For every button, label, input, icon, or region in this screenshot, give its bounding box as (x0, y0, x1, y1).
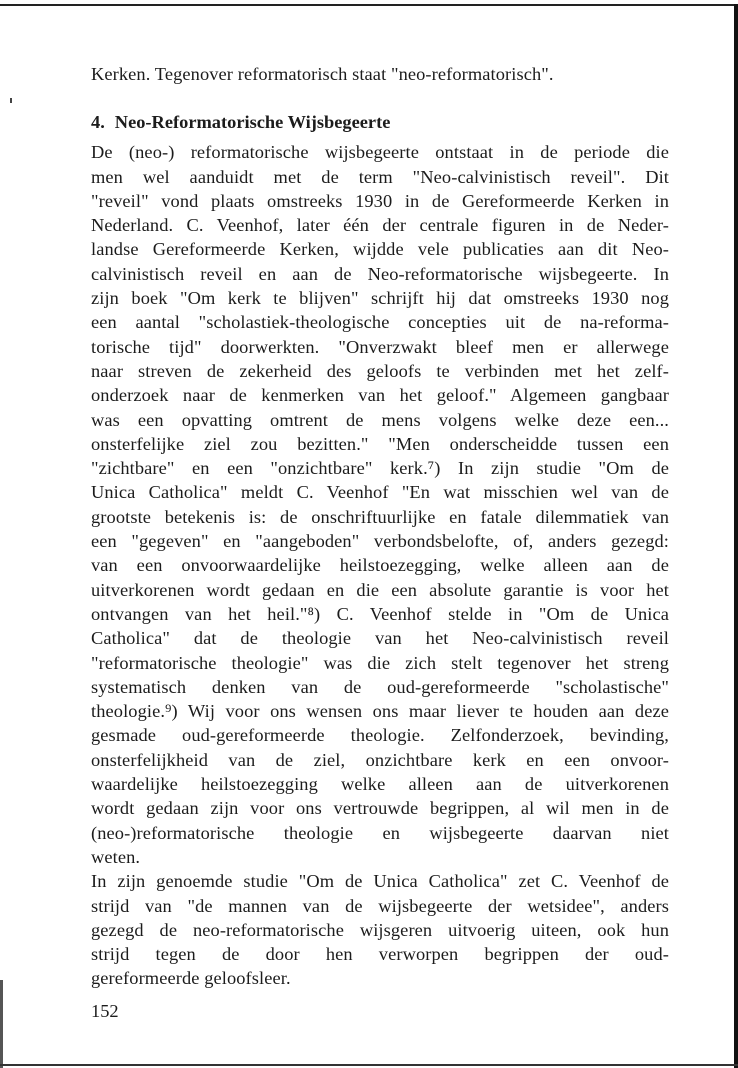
text-line: weten. (91, 846, 141, 867)
text-line: Unica Catholica" meldt C. Veenhof "En wat misschien wel van de (91, 482, 669, 503)
text-line: uitverkorenen wordt gedaan en die een absolute garantie is voor het (91, 579, 669, 600)
text-line: strijd van "de mannen van de wijsbegeerte der wetsidee", anders (91, 895, 669, 916)
text-line: gereformeerde geloofsleer. (91, 968, 291, 989)
page-number: 152 (91, 1001, 119, 1021)
scan-edge-left (0, 980, 3, 1068)
text-line: naar streven de zekerheid des geloofs te verbinden met het zelf- (91, 360, 669, 381)
text-line: In zijn genoemde studie "Om de Unica Catholica" zet C. Veenhof de (91, 871, 669, 892)
text-line: (neo-)reformatorische theologie en wijsbegeerte daarvan niet (91, 822, 669, 843)
text-line: gesmade oud-gereformeerde theologie. Zelfonderzoek, bevinding, (91, 725, 669, 746)
text-line: was een opvatting omtrent de mens volgens welke deze een... (91, 409, 669, 430)
text-line: Nederland. C. Veenhof, later één der centrale figuren in de Neder- (91, 215, 669, 236)
text-line: gezegd de neo-reformatorische wijsgeren uitvoerig uiteen, ook hun (91, 919, 669, 940)
paragraph-1 (91, 140, 669, 869)
text-line: grootste betekenis is: de onschriftuurlijke en fatale dilemmatiek van (91, 506, 669, 527)
text-line: een "gegeven" en "aangeboden" verbondsbelofte, of, anders gezegd: (91, 531, 669, 552)
text-line: onsterfelijkheid van de ziel, onzichtbare kerk en een onvoor- (91, 749, 669, 770)
text-line: "reveil" vond plaats omstreeks 1930 in de Gereformeerde Kerken in (91, 190, 669, 211)
text-line: een aantal "scholastiek-theologische concepties uit de na-reforma- (91, 312, 669, 333)
scan-edge-right (734, 4, 738, 1068)
text-line: "reformatorische theologie" was die zich stelt tegenover het streng (91, 652, 669, 673)
carryover-line: Kerken. Tegenover reformatorisch staat "neo-reformatorisch". (91, 64, 554, 84)
text-line: onderzoek naar de kenmerken van het geloof." Algemeen gangbaar (91, 385, 669, 406)
text-line: onsterfelijke ziel zou bezitten." "Men onderscheidde tussen een (91, 433, 669, 454)
text-line: zijn boek "Om kerk te blijven" schrijft hij dat omstreeks 1930 nog (91, 288, 669, 309)
text-line: systematisch denken van de oud-gereformeerde "scholastische" (91, 676, 669, 697)
scan-speck (10, 98, 12, 103)
text-line: van een onvoorwaardelijke heilstoezegging, welke alleen aan de (91, 555, 669, 576)
section-heading (91, 110, 669, 134)
text-line: waardelijke heilstoezegging welke alleen aan de uitverkorenen (91, 774, 669, 795)
text-line: landse Gereformeerde Kerken, wijdde vele publicaties aan dit Neo- (91, 239, 669, 260)
text-line: Catholica" dat de theologie van het Neo-calvinistisch reveil (91, 628, 669, 649)
section-title: Neo-Reformatorische Wijsbegeerte (114, 112, 391, 133)
text-line: calvinistisch reveil en aan de Neo-reformatorische wijsbegeerte. In (91, 263, 669, 284)
page-content (91, 62, 669, 991)
text-line: wordt gedaan zijn voor ons vertrouwde begrippen, al wil men in de (91, 798, 669, 819)
text-line: torische tijd" doorwerkten. "Onverzwakt bleef men er allerwege (91, 336, 669, 357)
text-line: theologie.⁹) Wij voor ons wensen ons maar liever te houden aan deze (91, 701, 669, 722)
text-line: strijd tegen de door hen verworpen begrippen der oud- (91, 944, 669, 965)
text-line: De (neo-) reformatorische wijsbegeerte ontstaat in de periode die (91, 142, 669, 163)
text-line: men wel aanduidt met de term "Neo-calvinistisch reveil". Dit (91, 166, 669, 187)
text-line: ontvangen van het heil."⁸) C. Veenhof stelde in "Om de Unica (91, 603, 669, 624)
scan-edge-bottom (0, 1064, 738, 1066)
section-number: 4. (91, 112, 105, 133)
paragraph-2 (91, 869, 669, 990)
scan-edge-top (0, 4, 738, 6)
text-line: "zichtbare" en een "onzichtbare" kerk.⁷) In zijn studie "Om de (91, 458, 669, 479)
